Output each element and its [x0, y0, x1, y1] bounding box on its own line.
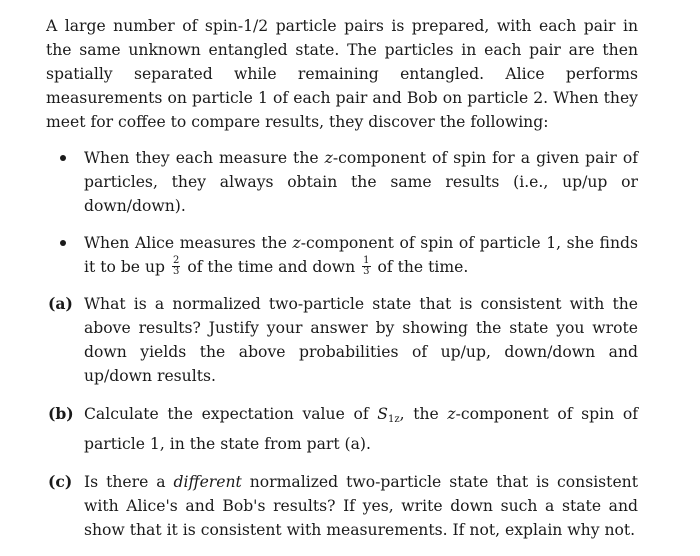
observation-item-2: When Alice measures the z-component of spin of particle 1, she finds it to be up $\frac{2}{3}$ of the time and down $\frac{1}{3}$ of the time.: [46, 231, 638, 279]
intro-paragraph: A large number of spin-1/2 particle pairs is prepared, with each pair in the same unknown entangled state. The particles in each pair are then spatially separated while remaining entangled. Alice performs measurements on particle 1 of each pair and Bob on particle 2. When they meet for coffee to compare results, they discover the following:: [46, 17, 638, 131]
problem-text: [46, 14, 638, 556]
part-label: (a): [48, 294, 73, 313]
emphasis: different: [173, 473, 242, 491]
question-part-a: [46, 292, 638, 388]
observations-list: [46, 146, 638, 279]
math-variable: z: [447, 405, 456, 423]
question-parts: [46, 292, 638, 542]
math-subscript: 1z: [387, 414, 400, 425]
fraction-one-third: $\frac{1}{3}$: [363, 254, 370, 277]
part-label: (c): [48, 472, 73, 491]
part-label: (b): [48, 404, 74, 423]
math-variable: z: [292, 234, 301, 252]
bullet-icon: [60, 240, 66, 246]
bullet-icon: [60, 155, 66, 161]
math-variable: z: [324, 149, 333, 167]
observation-item-1: When they each measure the z-component of spin for a given pair of particles, they always obtain the same results (i.e., up/up or down/down).: [46, 146, 638, 218]
math-symbol: S: [377, 405, 388, 423]
part-text: What is a normalized two-particle state that is consistent with the above results? Justify your answer by showing the state you wrote down yields the above probabilities of up/up, down/down and up/down results.: [84, 295, 638, 385]
question-part-b: (b) Calculate the expectation value of $S_{1z}$, the z-component of spin of particle 1, in the state from part (a).: [48, 404, 638, 453]
fraction-two-thirds: $\frac{2}{3}$: [172, 254, 180, 277]
question-part-c: (c) Is there a different normalized two-particle state that is consistent with Alice's and Bob's results? If yes, write down such a state and show that it is consistent with measurements. If not, explain why not.: [48, 472, 638, 539]
